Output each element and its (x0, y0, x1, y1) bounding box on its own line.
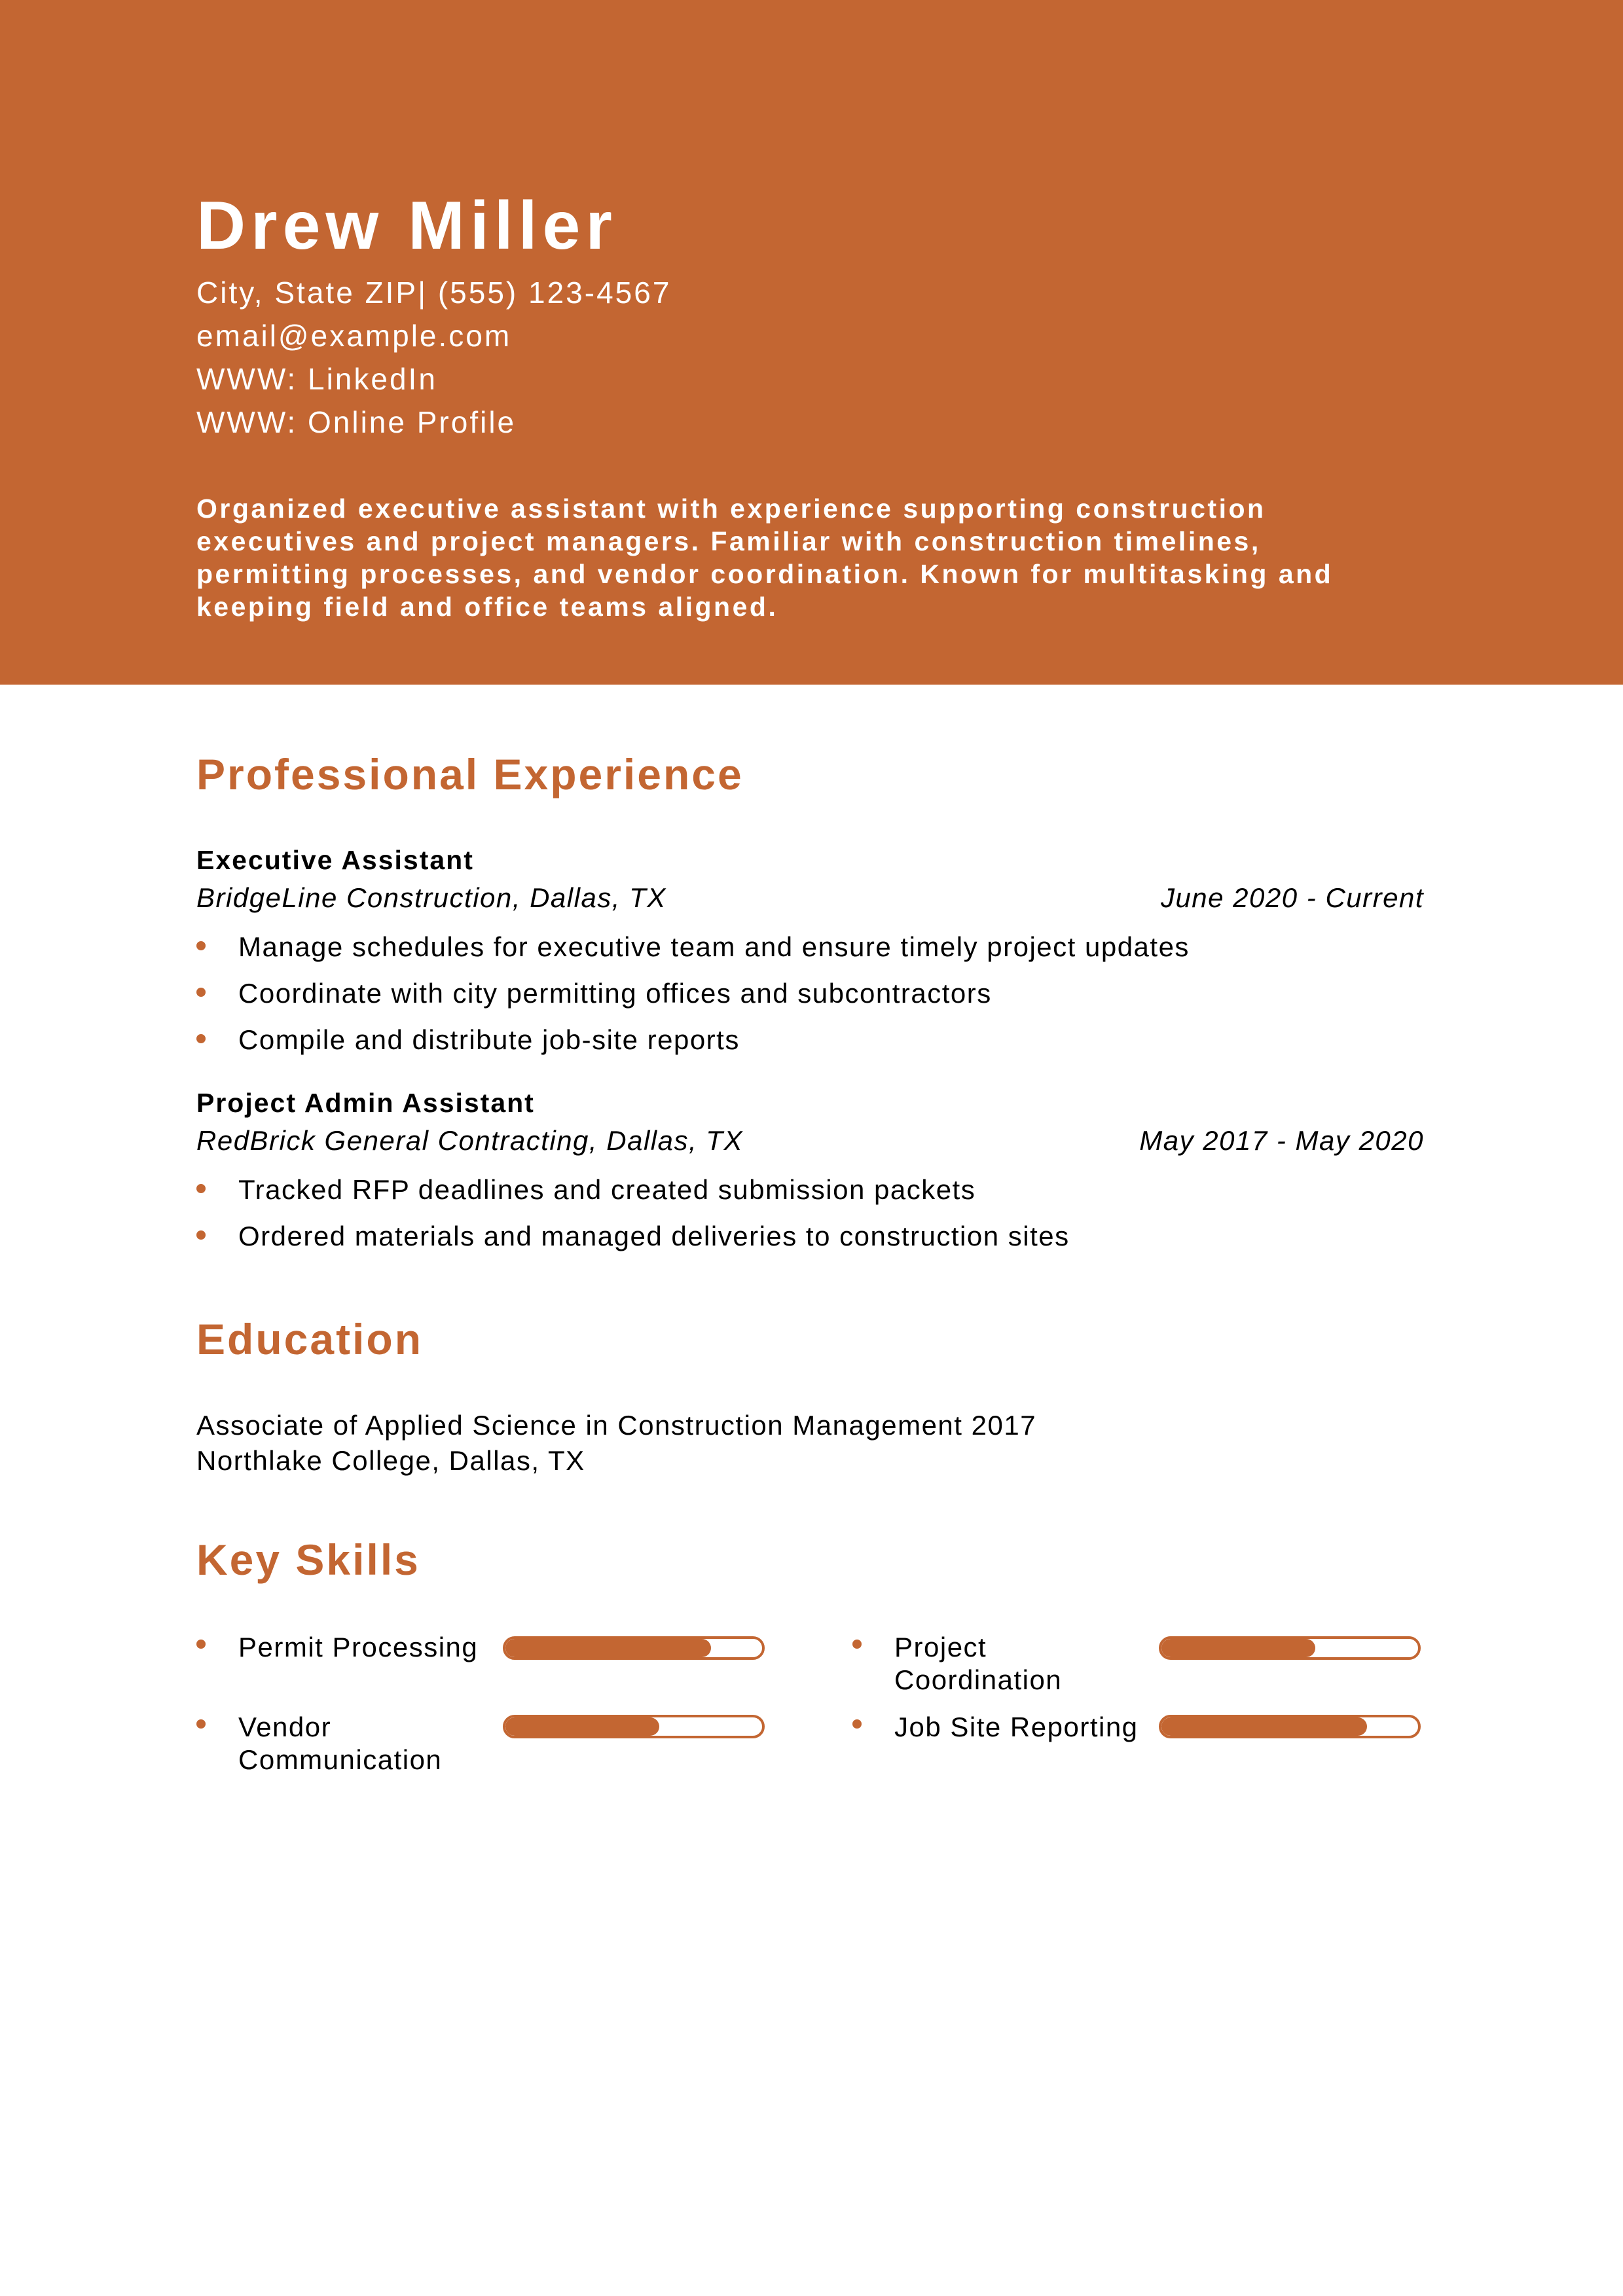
job-dates: May 2017 - May 2020 (1139, 1125, 1424, 1156)
skill-label: Permit Processing (238, 1632, 479, 1662)
list-item-text: Tracked RFP deadlines and created submission packets (238, 1174, 976, 1205)
bullet-dot-icon (196, 941, 206, 950)
skill-level-bar (503, 1715, 765, 1738)
bullet-dot-icon (196, 1230, 206, 1240)
skill-level-bar (503, 1636, 765, 1660)
skill-level-fill (505, 1717, 659, 1736)
skill-label: Project Coordination (894, 1632, 1063, 1695)
bullet-dot-icon (852, 1719, 862, 1729)
bullet-dot-icon (196, 1184, 206, 1193)
education-school: Northlake College, Dallas, TX (196, 1445, 585, 1476)
skill-label: Vendor Communication (238, 1712, 443, 1775)
skill-level-fill (505, 1639, 711, 1657)
education-degree: Associate of Applied Science in Construction Management 2017 (196, 1410, 1037, 1441)
candidate-name: Drew Miller (196, 188, 617, 264)
bullet-dot-icon (196, 988, 206, 997)
list-item-text: Coordinate with city permitting offices and subcontractors (238, 978, 992, 1009)
bullet-dot-icon (196, 1719, 206, 1729)
list-item-text: Ordered materials and managed deliveries to construction sites (238, 1221, 1070, 1251)
professional-summary: Organized executive assistant with experience supporting construction executives and project managers. Familiar with construction timelines, permitting processes, and vendor coordination. Known for multitasking and keeping field and office teams aligned. (196, 493, 1334, 622)
contact-linkedin[interactable]: WWW: LinkedIn (196, 362, 437, 396)
bullet-dot-icon (852, 1640, 862, 1649)
contact-city-phone: City, State ZIP| (555) 123-4567 (196, 276, 672, 310)
contact-online-profile[interactable]: WWW: Online Profile (196, 405, 517, 439)
job-dates: June 2020 - Current (1160, 882, 1424, 913)
list-item-text: Manage schedules for executive team and ensure timely project updates (238, 931, 1190, 962)
education-heading: Education (196, 1315, 424, 1363)
skills-heading: Key Skills (196, 1535, 420, 1584)
job-company: RedBrick General Contracting, Dallas, TX (196, 1125, 743, 1156)
skill-label: Job Site Reporting (894, 1712, 1139, 1742)
list-item-text: Compile and distribute job-site reports (238, 1024, 740, 1055)
job-title: Project Admin Assistant (196, 1088, 535, 1118)
experience-heading: Professional Experience (196, 750, 744, 798)
header-banner (0, 0, 1623, 685)
skill-level-fill (1161, 1639, 1315, 1657)
skill-level-fill (1161, 1717, 1367, 1736)
job-title: Executive Assistant (196, 845, 474, 875)
bullet-dot-icon (196, 1034, 206, 1043)
job-company: BridgeLine Construction, Dallas, TX (196, 882, 666, 913)
bullet-dot-icon (196, 1640, 206, 1649)
contact-email[interactable]: email@example.com (196, 319, 512, 353)
skill-level-bar (1159, 1715, 1421, 1738)
skill-level-bar (1159, 1636, 1421, 1660)
